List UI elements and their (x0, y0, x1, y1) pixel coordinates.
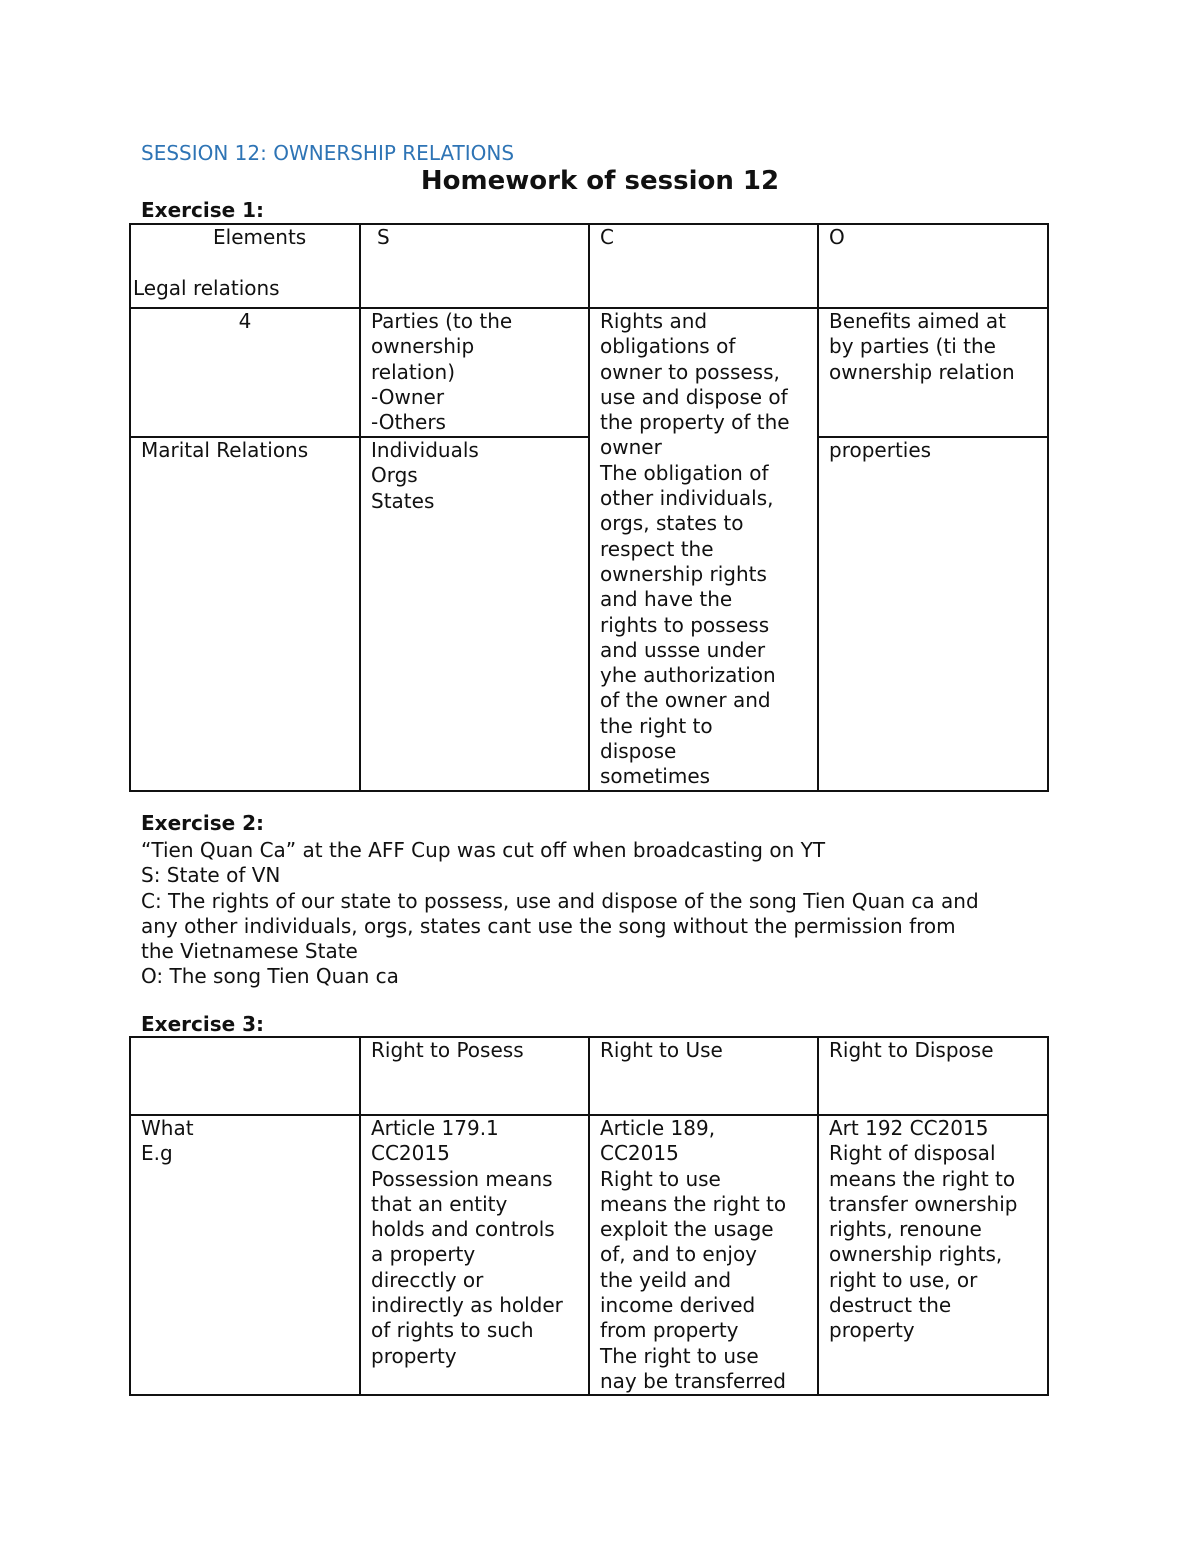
table-header-row (130, 224, 1048, 308)
row-label-cell (130, 1115, 360, 1395)
c-cell (589, 308, 818, 791)
use-line: from property (600, 1318, 739, 1343)
possess-line: Possession means (371, 1166, 553, 1191)
possess-line: Article 179.1 (371, 1116, 499, 1140)
c-line: The obligation of (600, 460, 769, 485)
c-line: and ussse under (600, 637, 766, 662)
use-line: income derived (600, 1293, 756, 1318)
table-header-row (130, 1037, 1048, 1115)
header-dispose-cell (818, 1037, 1048, 1115)
c-line: owner to possess, (600, 359, 780, 384)
elements-label: Elements (213, 225, 307, 249)
possess-line: a property (371, 1242, 476, 1267)
o-cell (818, 437, 1048, 791)
s-line: relation) (371, 359, 456, 384)
dispose-line: Right of disposal (829, 1141, 996, 1166)
paragraph-line: S: State of VN (141, 863, 281, 888)
use-line: the yeild and (600, 1267, 732, 1292)
s-line: -Owner (371, 384, 445, 409)
header-o-cell (818, 224, 1048, 308)
s-cell (360, 308, 589, 437)
c-line: owner (600, 435, 662, 460)
use-cell (589, 1115, 818, 1395)
table-row (130, 1115, 1048, 1395)
s-line: Parties (to the (371, 309, 513, 333)
header-corner-cell (130, 224, 360, 308)
c-line: rights to possess (600, 612, 770, 637)
possess-line: property (371, 1343, 457, 1368)
exercise-1-table (129, 223, 1049, 792)
header-label: Right to Use (600, 1038, 723, 1062)
paragraph-line: C: The rights of our state to possess, use and dispose of the song Tien Quan ca and (141, 888, 979, 913)
possess-line: indirectly as holder (371, 1293, 563, 1318)
s-cell (360, 437, 589, 791)
page-title: Homework of session 12 (420, 166, 780, 196)
dispose-line: means the right to (829, 1166, 1016, 1191)
header-use-cell (589, 1037, 818, 1115)
exercise-3-label: Exercise 3: (141, 1012, 265, 1036)
o-line: by parties (ti the (829, 334, 996, 359)
use-line: means the right to (600, 1191, 787, 1216)
c-line: dispose (600, 739, 677, 764)
header-c-cell (589, 224, 818, 308)
use-line: Right to use (600, 1166, 721, 1191)
use-line: The right to use (600, 1343, 759, 1368)
exercise-2-label: Exercise 2: (141, 811, 265, 835)
header-possess-cell (360, 1037, 589, 1115)
possess-line: of rights to such (371, 1318, 534, 1343)
exercise-1-label: Exercise 1: (141, 198, 265, 222)
header-s-label: S (377, 225, 390, 249)
use-line: Article 189, (600, 1116, 716, 1140)
c-line: sometimes (600, 764, 711, 789)
header-c-label: C (600, 225, 614, 249)
c-line: and have the (600, 587, 733, 612)
dispose-line: right to use, or (829, 1267, 978, 1292)
use-line: of, and to enjoy (600, 1242, 758, 1267)
possess-line: CC2015 (371, 1141, 450, 1166)
c-line: yhe authorization (600, 663, 776, 688)
header-label: Right to Posess (371, 1038, 524, 1062)
c-line: orgs, states to (600, 511, 744, 536)
possess-line: holds and controls (371, 1217, 555, 1242)
exercise-3-table (129, 1036, 1049, 1396)
use-line: CC2015 (600, 1141, 679, 1166)
c-line: the property of the (600, 410, 790, 435)
o-line: properties (829, 438, 932, 463)
row-label: E.g (141, 1141, 173, 1166)
c-line: the right to (600, 713, 713, 738)
row-label-cell (130, 437, 360, 791)
dispose-line: transfer ownership (829, 1191, 1018, 1216)
exercise-2-text (141, 838, 979, 990)
o-line: ownership relation (829, 359, 1015, 384)
use-line: nay be transferred (600, 1368, 786, 1393)
dispose-line: property (829, 1318, 915, 1343)
header-label: Right to Dispose (829, 1038, 994, 1062)
row-label: 4 (238, 309, 252, 333)
c-line: other individuals, (600, 486, 774, 511)
header-empty-cell (130, 1037, 360, 1115)
paragraph-line: “Tien Quan Ca” at the AFF Cup was cut off when broadcasting on YT (141, 838, 826, 862)
dispose-line: rights, renoune (829, 1217, 982, 1242)
row-label-cell (130, 308, 360, 437)
c-line: Rights and (600, 309, 708, 333)
s-line: States (371, 488, 435, 513)
s-line: -Others (371, 410, 446, 435)
possess-cell (360, 1115, 589, 1395)
row-label: What (141, 1116, 194, 1140)
header-o-label: O (829, 225, 845, 249)
dispose-line: destruct the (829, 1293, 952, 1318)
c-line: respect the (600, 536, 714, 561)
c-line: use and dispose of (600, 384, 788, 409)
c-line: of the owner and (600, 688, 771, 713)
s-line: Orgs (371, 463, 418, 488)
row-label: Marital Relations (141, 438, 309, 463)
table-row (130, 308, 1048, 437)
legal-relations-label: Legal relations (133, 276, 280, 300)
session-heading: SESSION 12: OWNERSHIP RELATIONS (141, 141, 515, 165)
header-s-cell (360, 224, 589, 308)
dispose-line: Art 192 CC2015 (829, 1116, 989, 1140)
paragraph-line: any other individuals, orgs, states cant use the song without the permission from (141, 913, 956, 938)
o-line: Benefits aimed at (829, 309, 1006, 333)
use-line: exploit the usage (600, 1217, 774, 1242)
dispose-cell (818, 1115, 1048, 1395)
s-line: ownership (371, 334, 475, 359)
c-line: ownership rights (600, 561, 767, 586)
dispose-line: ownership rights, (829, 1242, 1003, 1267)
s-line: Individuals (371, 438, 479, 463)
o-cell (818, 308, 1048, 437)
c-line: obligations of (600, 334, 736, 359)
possess-line: direcctly or (371, 1267, 484, 1292)
paragraph-line: the Vietnamese State (141, 939, 358, 964)
paragraph-line: O: The song Tien Quan ca (141, 964, 399, 989)
possess-line: that an entity (371, 1191, 508, 1216)
